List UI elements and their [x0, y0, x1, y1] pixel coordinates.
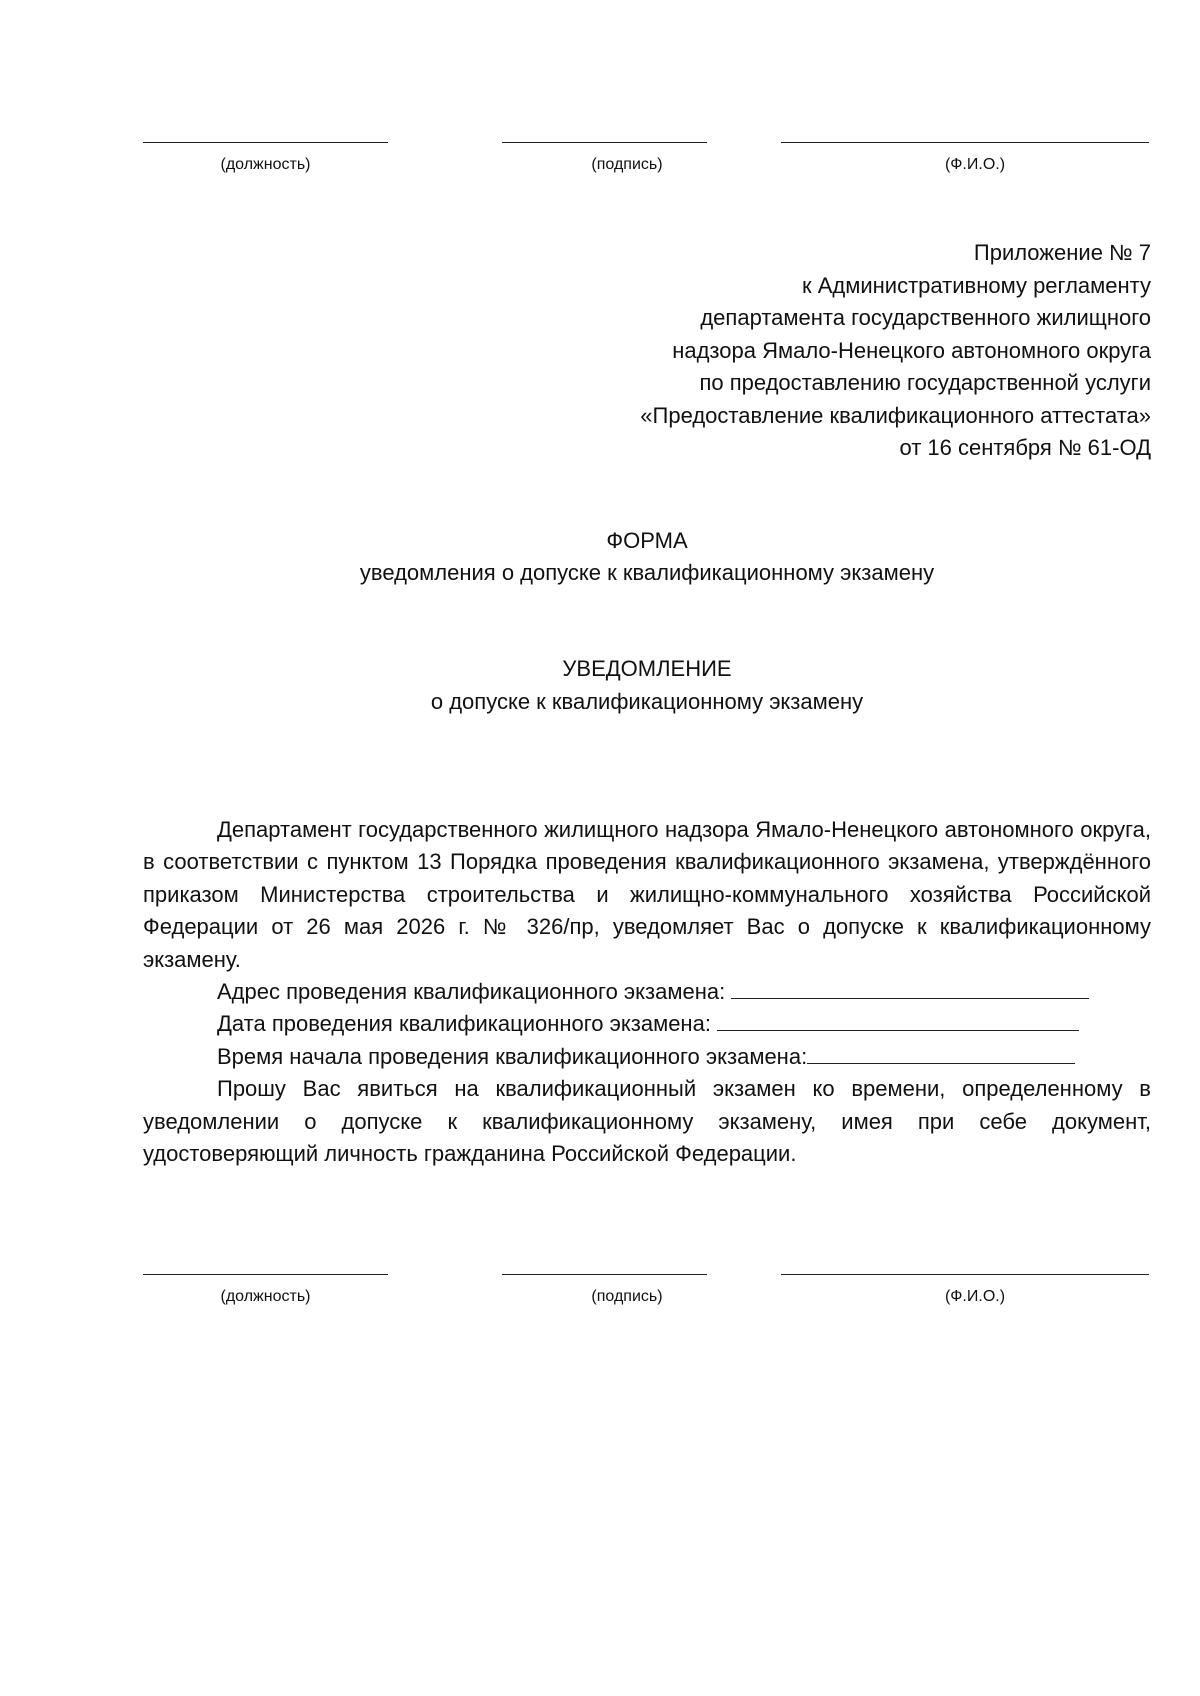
position-caption: (должность) [220, 156, 311, 173]
signature-caption: (подпись) [591, 1288, 663, 1305]
name-line[interactable] [781, 142, 1149, 143]
address-label: Адрес проведения квалификационного экзамена: [217, 979, 732, 1005]
time-blank[interactable] [807, 1041, 1075, 1064]
annex-header [560, 237, 1151, 465]
time-label: Время начала проведения квалификационного экзамена: [217, 1043, 808, 1069]
closing-paragraph: Прошу Вас явиться на квалификационный экзамен ко времени, определенному в уведомлении о допуске к квалификационному экзамену, имея при себе документ, удостоверяющий личность гражданина Российской Федерации. [143, 1076, 1151, 1167]
notice-subheading: о допуске к квалификационному экзамену [430, 689, 864, 714]
annex-line: департамента государственного жилищного [700, 305, 1151, 330]
position-line[interactable] [143, 1274, 388, 1275]
name-caption: (Ф.И.О.) [944, 156, 1006, 173]
position-line[interactable] [143, 142, 388, 143]
date-label: Дата проведения квалификационного экзамена: [217, 1011, 718, 1037]
signature-line[interactable] [502, 142, 707, 143]
name-line[interactable] [781, 1274, 1149, 1275]
annex-line: к Административному регламенту [801, 272, 1151, 298]
form-title [143, 525, 1151, 589]
date-field-row [143, 1008, 1151, 1040]
intro-paragraph: Департамент государственного жилищного надзора Ямало-Ненецкого автономного округа, в соответствии с пунктом 13 Порядка проведения квалификационного экзамена, утверждённого приказом Министерства строительства и жилищно-коммунального хозяйства Российской Федерации от 26 мая 2026 г. № 326/пр, уведомляет Вас о допуске к квалификационному экзамену. [143, 817, 1151, 972]
date-blank[interactable] [717, 1008, 1079, 1031]
position-caption: (должность) [220, 1288, 311, 1305]
name-caption: (Ф.И.О.) [944, 1288, 1006, 1305]
form-subheading: уведомления о допуске к квалификационному экзамену [359, 560, 935, 585]
signature-block-bottom [0, 1274, 1200, 1334]
time-field-row [143, 1041, 1151, 1073]
annex-line: Приложение № 7 [973, 240, 1151, 265]
annex-line: по предоставлению государственной услуги [699, 370, 1151, 395]
annex-line: от 16 сентября № 61-ОД [899, 435, 1151, 460]
notice-body [143, 814, 1151, 1170]
notice-title [143, 652, 1151, 718]
signature-line[interactable] [502, 1274, 707, 1275]
notice-heading: УВЕДОМЛЕНИЕ [562, 656, 732, 681]
address-blank[interactable] [731, 976, 1089, 999]
annex-line: надзора Ямало-Ненецкого автономного округа [672, 337, 1151, 363]
form-heading: ФОРМА [606, 528, 688, 553]
address-field-row [143, 976, 1151, 1008]
annex-line: «Предоставление квалификационного аттестата» [640, 402, 1151, 428]
signature-block-top [0, 142, 1200, 202]
signature-caption: (подпись) [591, 156, 663, 173]
